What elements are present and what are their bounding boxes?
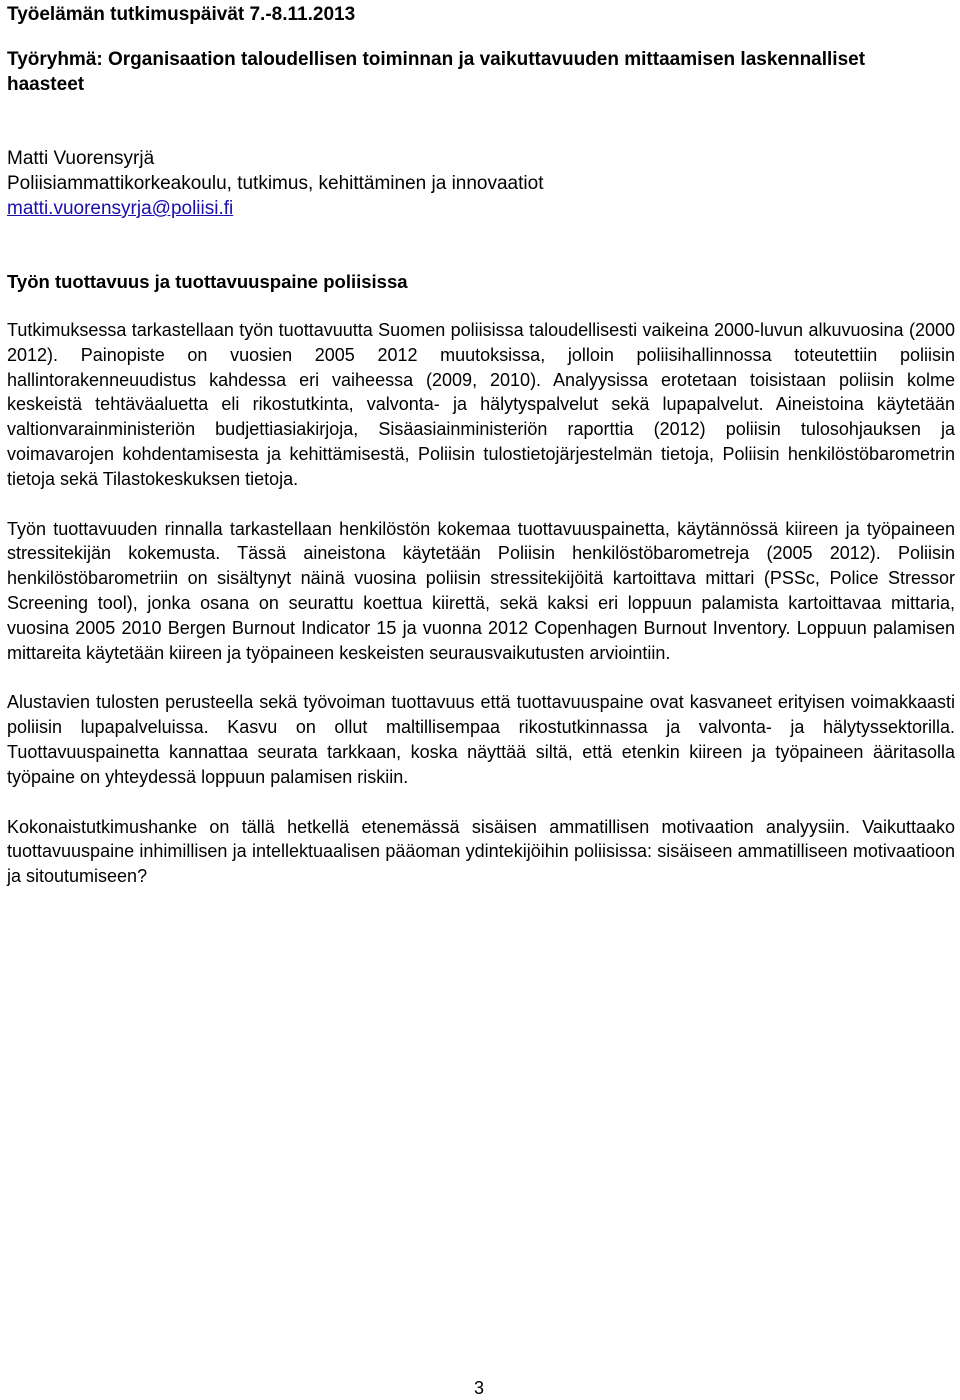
document-page: [7, 0, 955, 1400]
author-affiliation: Poliisiammattikorkeakoulu, tutkimus, kehittäminen ja innovaatiot: [7, 173, 544, 194]
abstract-paragraph: Alustavien tulosten perusteella sekä työvoiman tuottavuus että tuottavuuspaine ovat kasvaneet erityisen voimakkaasti poliisin lupapalveluissa. Kasvu on ollut maltillisempaa rikostutkinnassa ja valvonta- ja hälytyssektorilla. Tuottavuuspainetta kannattaa seurata tarkkaan, koska näyttää siltä, että etenkin kiireen ja työpaineen ääritasolla työpaine on yhteydessä loppuun palamisen riskiin.: [7, 692, 955, 787]
page-number: 3: [474, 1378, 485, 1398]
author-name: Matti Vuorensyrjä: [7, 148, 155, 169]
abstract-title: Työn tuottavuus ja tuottavuuspaine poliisissa: [7, 271, 408, 292]
working-group-title: Työryhmä: Organisaation taloudellisen toiminnan ja vaikuttavuuden mittaamisen laskennalliset haasteet: [7, 49, 866, 95]
author-block: [7, 146, 543, 221]
abstract-paragraph: Työn tuottavuuden rinnalla tarkastellaan henkilöstön kokemaa tuottavuuspainetta, käytännössä kiireen ja työpaineen stressitekijän kokemusta. Tässä aineistona käytetään Poliisin henkilöstöbarometreja (2005 2012). Poliisin henkilöstöbarometriin on sisältynyt näinä vuosina poliisin stressitekijöitä kartoittava mittari (PSSc, Police Stressor Screening tool), jonka osana on seurattu koettua kiirettä, sekä kaksi eri loppuun palamista kartoittavaa mittaria, vuosina 2005 2010 Bergen Burnout Indicator 15 ja vuonna 2012 Copenhagen Burnout Inventory. Loppuun palamisen mittareita käytetään kiireen ja työpaineen keskeisten seurausvaikutusten arviointiin.: [7, 518, 955, 663]
author-email-link[interactable]: matti.vuorensyrja@poliisi.fi: [7, 198, 234, 219]
abstract-paragraph: Kokonaistutkimushanke on tällä hetkellä etenemässä sisäisen ammatillisen motivaation analyysiin. Vaikuttaako tuottavuuspaine inhimillisen ja intellektuaalisen pääoman ydintekijöihin poliisissa: sisäiseen ammatilliseen motivaatioon ja sitoutumiseen?: [7, 816, 955, 887]
event-title: Työelämän tutkimuspäivät 7.-8.11.2013: [7, 4, 356, 25]
abstract-body: [7, 318, 955, 914]
abstract-paragraph: Tutkimuksessa tarkastellaan työn tuottavuutta Suomen poliisissa taloudellisesti vaikeina 2000-luvun alkuvuosina (2000 2012). Painopiste on vuosien 2005 2012 muutoksissa, jolloin poliisihallinnossa toteutettiin poliisin hallintorakenneuudistus kahdessa eri vaiheessa (2009, 2010). Analyysissa erotetaan toisistaan poliisin kolme keskeistä tehtäväaluetta eli rikostutkinta, valvonta- ja hälytyspalvelut sekä lupapalvelut. Aineistoina käytetään valtionvarainministeriön budjettiasiakirjoja, Sisäasiainministeriön raporttia (2012) poliisin tulosohjauksen ja voimavarojen kohdentamisesta ja kehittämisestä, Poliisin tulostietojärjestelmän tietoja, Poliisin henkilöstöbarometrin tietoja sekä Tilastokeskuksen tietoja.: [7, 320, 955, 489]
